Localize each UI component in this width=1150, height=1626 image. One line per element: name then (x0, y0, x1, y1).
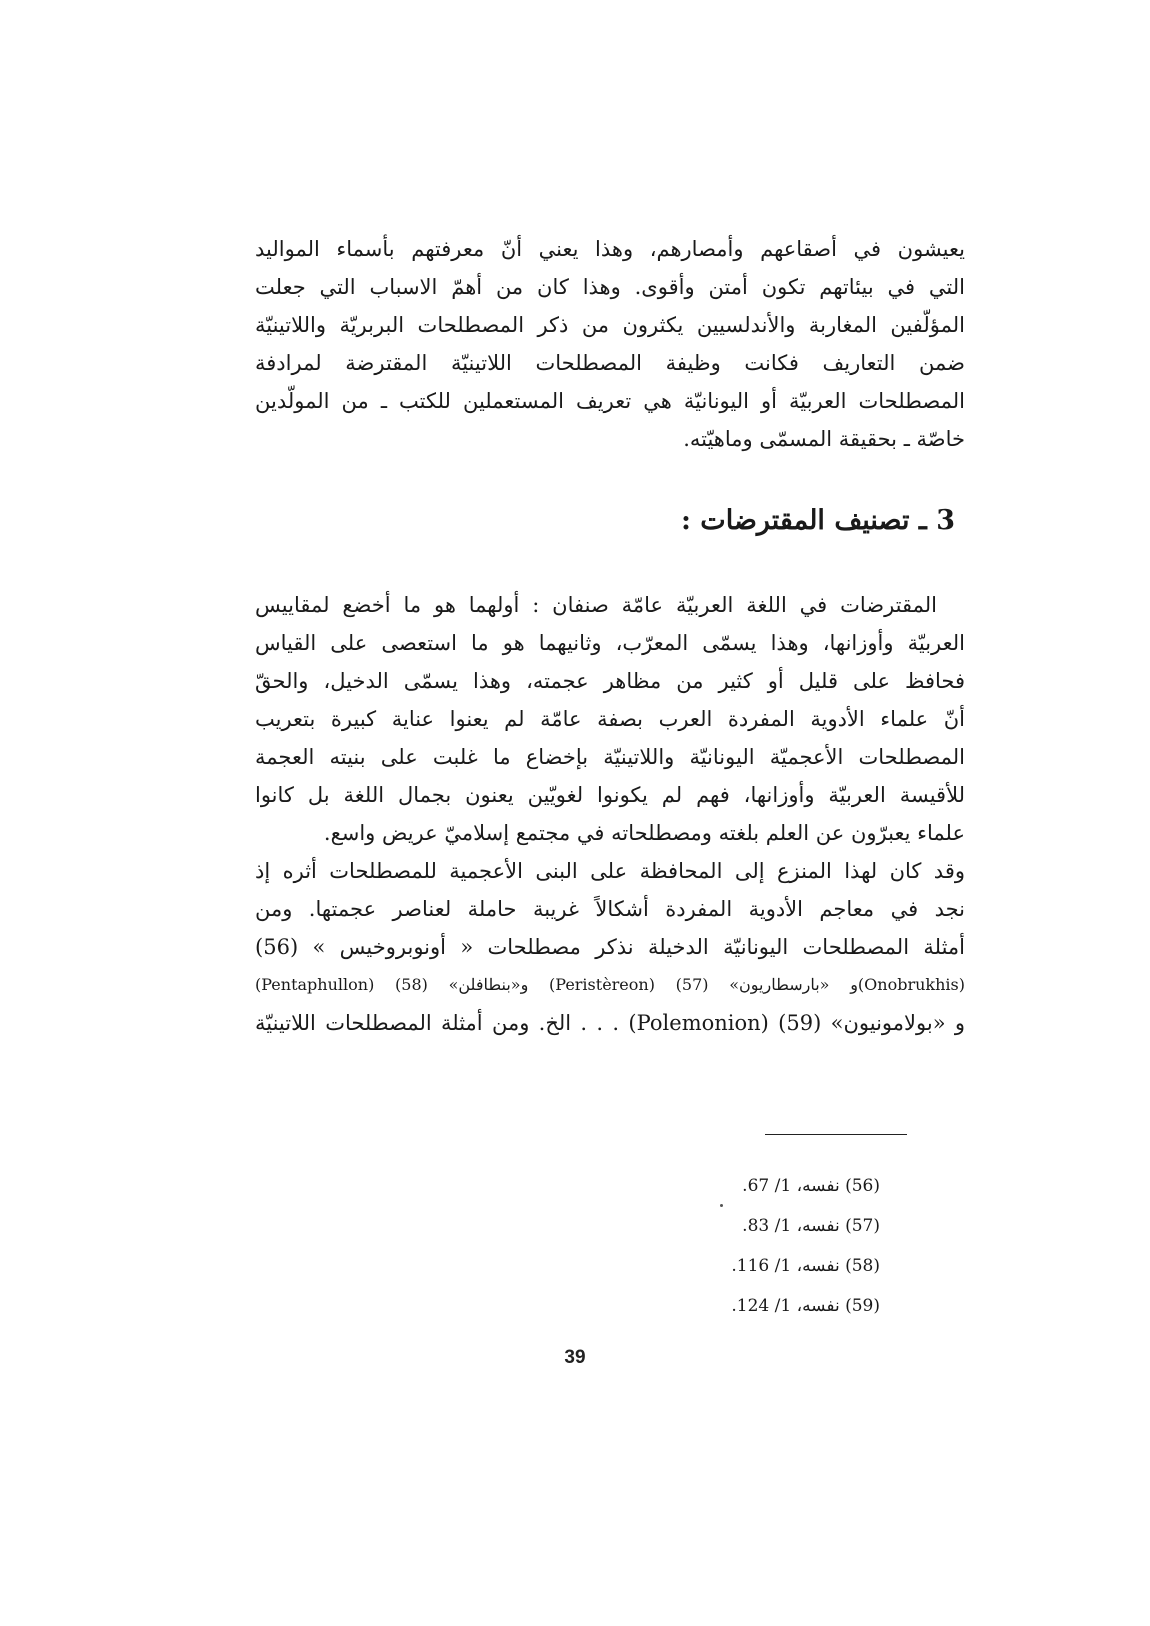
paragraph-2-line: أمثلة المصطلحات اليونانيّة الدخيلة نذكر مصطلحات « أونوبروخيس » (56) (255, 935, 965, 959)
footnote: (57) نفسه، 1/ 83. (742, 1216, 880, 1236)
scan-speck (720, 1204, 723, 1207)
paragraph-2 (255, 586, 965, 1042)
paragraph-2-line: العربيّة وأوزانها، وهذا يسمّى المعرّب، وثانيهما هو ما استعصى على القياس (255, 631, 965, 655)
footnote: (58) نفسه، 1/ 116. (731, 1256, 880, 1276)
paragraph-2-line: و «بولامونيون» (59) (Polemonion) . . . الخ. ومن أمثلة المصطلحات اللاتينيّة (255, 1011, 965, 1035)
paragraph-1-line: يعيشون في أصقاعهم وأمصارهم، وهذا يعني أنّ معرفتهم بأسماء المواليد (255, 237, 965, 261)
footnote: (59) نفسه، 1/ 124. (731, 1296, 880, 1316)
paragraph-2-line: علماء يعبرّون عن العلم بلغته ومصطلحاته في مجتمع إسلاميّ عريض واسع. (323, 821, 965, 845)
paragraph-2-line: للأقيسة العربيّة وأوزانها، فهم لم يكونوا لغويّين يعنون بجمال اللغة بل كانوا (255, 783, 965, 807)
paragraph-1 (255, 230, 965, 458)
page-number: 39 (564, 1347, 586, 1368)
paragraph-2-line: أنّ علماء الأدوية المفردة العرب بصفة عامّة لم يعنوا عناية كبيرة بتعريب (255, 707, 965, 731)
paragraph-1-line: التي في بيئاتهم تكون أمتن وأقوى. وهذا كان من أهمّ الاسباب التي جعلت (255, 275, 965, 299)
paragraph-1-line: خاصّة ـ بحقيقة المسمّى وماهيّته. (683, 427, 965, 451)
paragraph-2-line: المصطلحات الأعجميّة اليونانيّة واللاتينيّة بإخضاع ما غلبت على بنيته العجمة (255, 745, 965, 769)
paragraph-1-line: ضمن التعاريف فكانت وظيفة المصطلحات اللاتينيّة المقترضة لمرادفة (255, 351, 965, 375)
paragraph-2-line: (Onobrukhis)و «بارسطاريون» (57) (Peristèreon) و«بنطافلن» (58) (Pentaphullon) (255, 975, 965, 994)
footnotes (731, 1166, 880, 1326)
paragraph-1-line: المصطلحات العربيّة أو اليونانيّة هي تعريف المستعملين للكتب ـ من المولّدين (255, 389, 965, 413)
paragraph-2-line: المقترضات في اللغة العربيّة عامّة صنفان : أولهما هو ما أخضع لمقاييس (255, 593, 937, 617)
footnote-separator (765, 1134, 907, 1135)
paragraph-2-line: نجد في معاجم الأدوية المفردة أشكالاً غريبة حاملة لعناصر عجمتها. ومن (255, 897, 965, 921)
paragraph-2-line: وقد كان لهذا المنزع إلى المحافظة على البنى الأعجمية للمصطلحات أثره إذ (255, 859, 965, 883)
footnote: (56) نفسه، 1/ 67. (742, 1176, 880, 1196)
paragraph-2-line: فحافظ على قليل أو كثير من مظاهر عجمته، وهذا يسمّى الدخيل، والحقّ (255, 669, 965, 693)
paragraph-1-line: المؤلّفين المغاربة والأندلسيين يكثرون من ذكر المصطلحات البربريّة واللاتينيّة (255, 313, 965, 337)
section-heading: 3 ـ تصنيف المقترضات : (680, 505, 955, 536)
